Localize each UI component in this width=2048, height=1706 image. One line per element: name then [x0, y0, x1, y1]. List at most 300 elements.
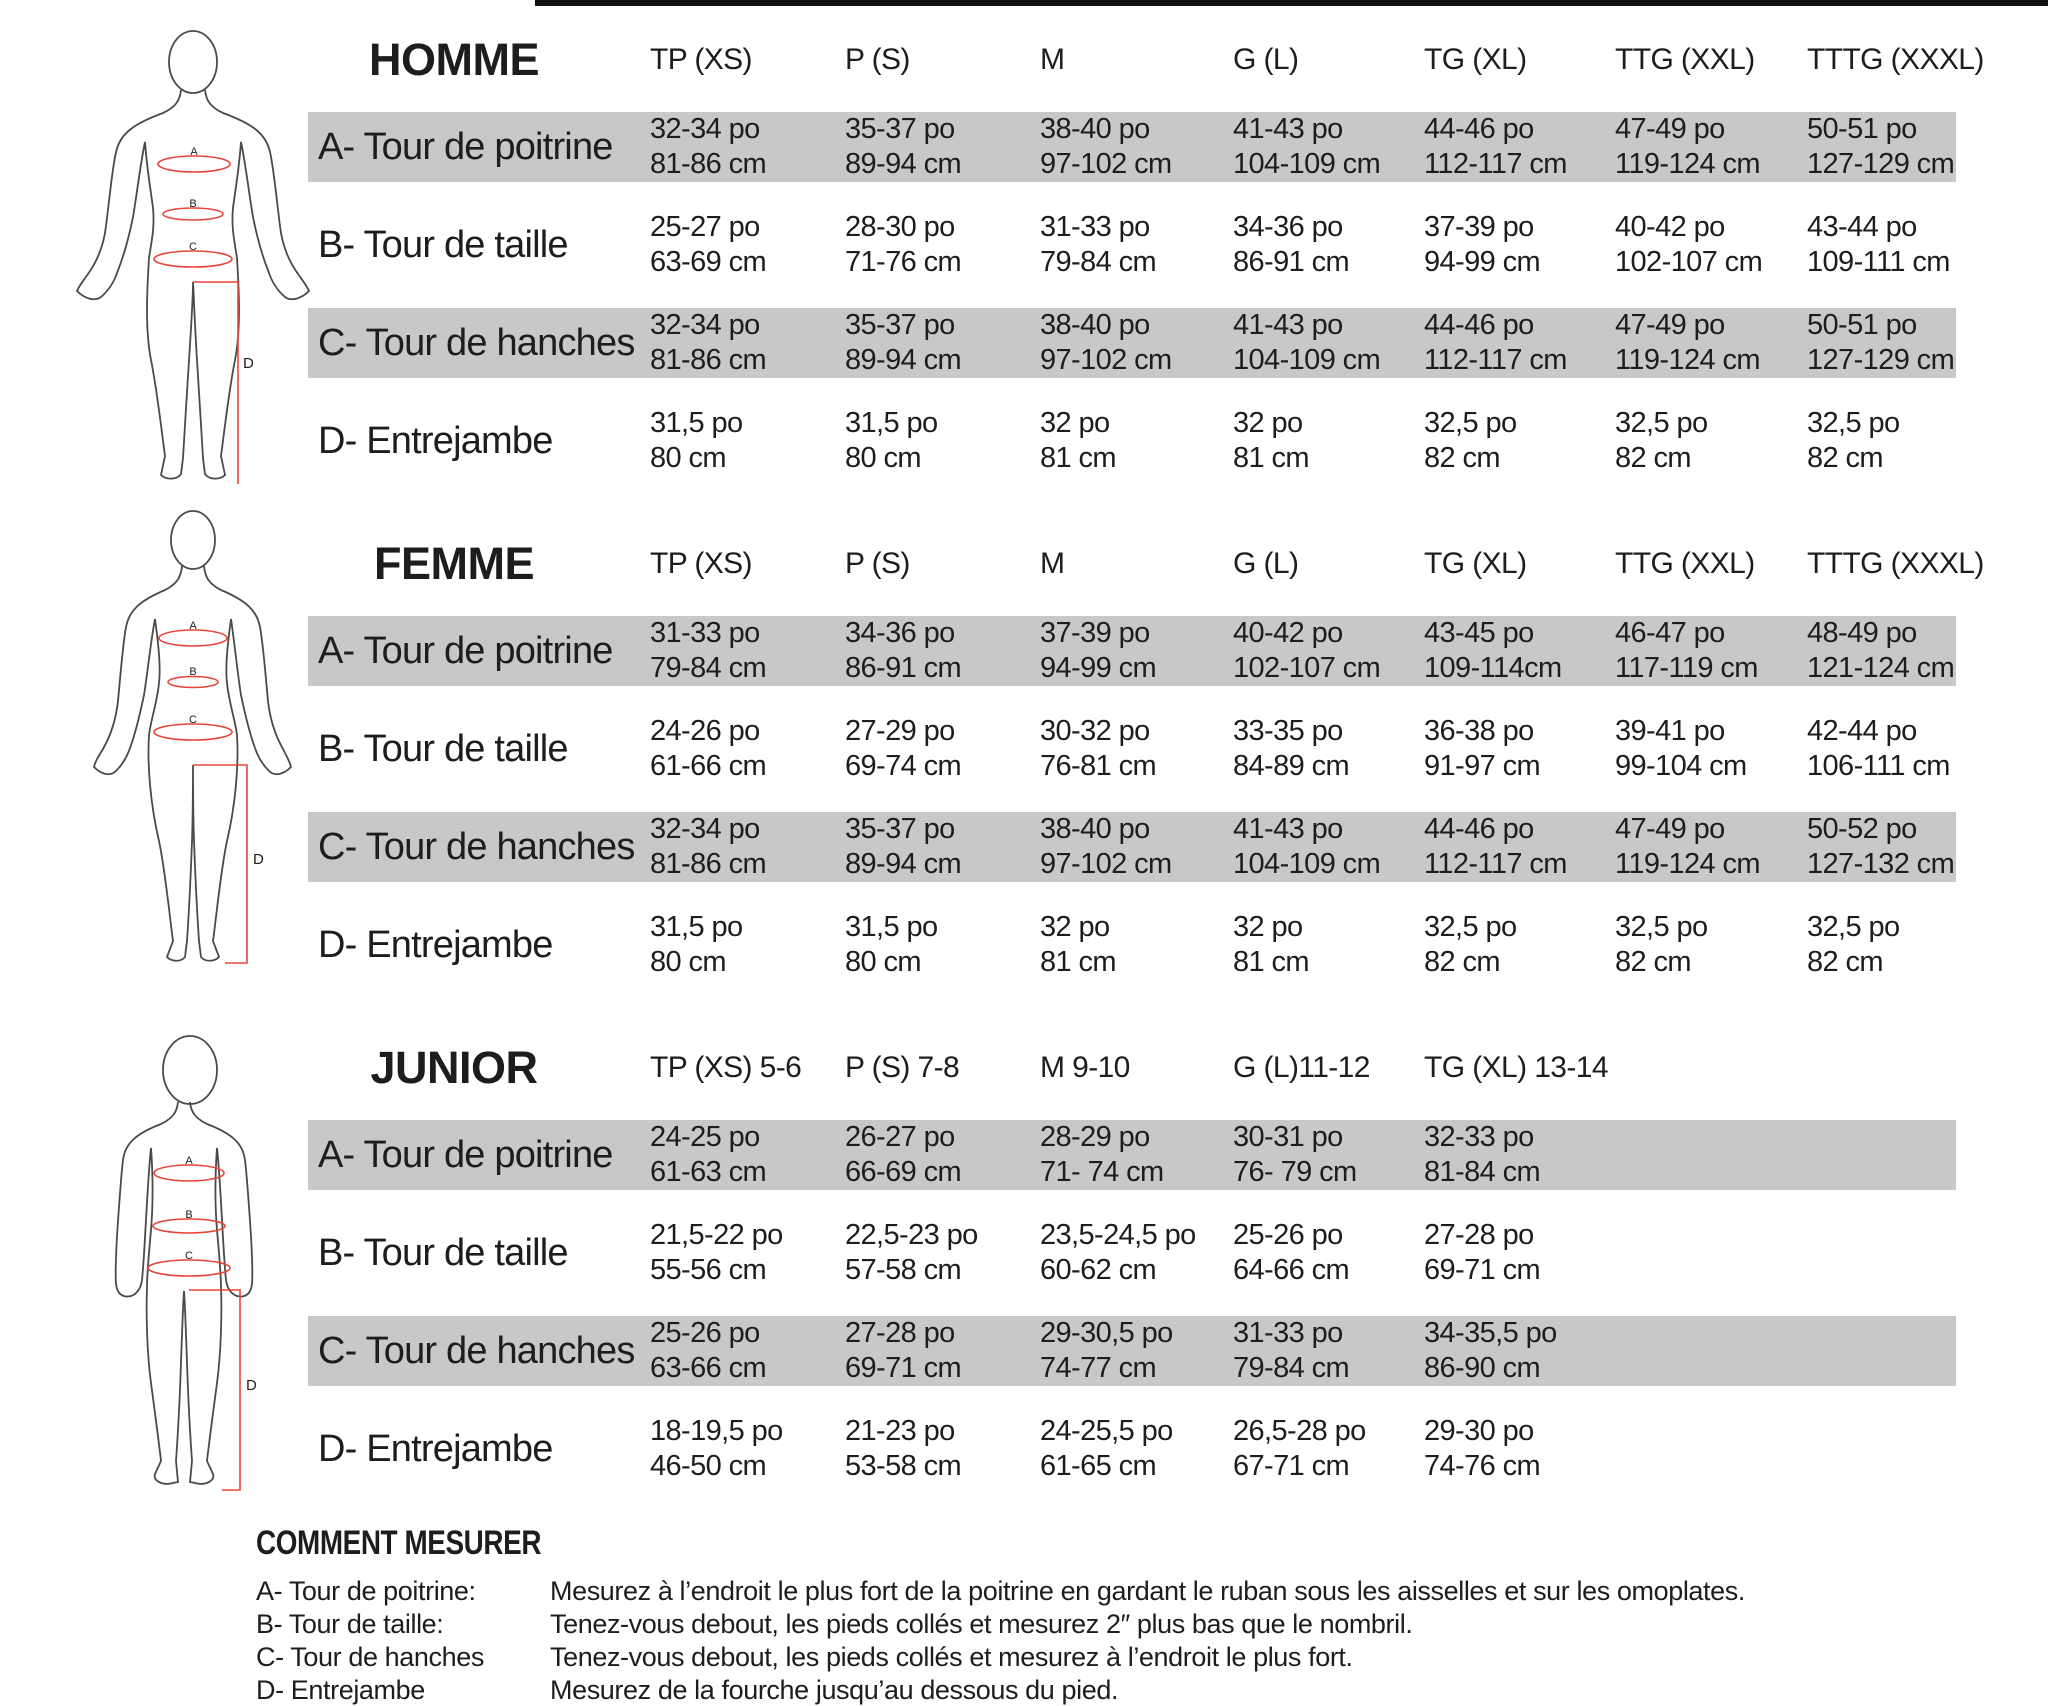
section-title: FEMME — [374, 538, 534, 589]
row-label: C- Tour de hanches — [318, 825, 635, 868]
size-cell — [1040, 714, 1233, 784]
value-inches: 31-33 po — [650, 617, 760, 649]
column-header: M — [1040, 43, 1065, 76]
value-centimeters: 119-124 cm — [1615, 848, 1760, 880]
row-label: B- Tour de taille — [318, 223, 568, 266]
size-cell — [845, 1316, 1040, 1386]
measure-item-label: A- Tour de poitrine: — [256, 1576, 476, 1606]
value-inches: 24-25,5 po — [1040, 1415, 1173, 1447]
value-centimeters: 74-77 cm — [1040, 1352, 1157, 1384]
value-inches: 35-37 po — [845, 113, 955, 145]
size-cell — [845, 616, 1040, 686]
value-inches: 22,5-23 po — [845, 1219, 978, 1251]
label-d: D — [253, 851, 264, 868]
size-cell — [1615, 308, 1807, 378]
measure-item-label: C- Tour de hanches — [256, 1642, 484, 1672]
female-hip-line — [154, 724, 232, 740]
size-cell — [650, 308, 845, 378]
value-centimeters: 80 cm — [845, 946, 921, 978]
value-inches: 46-47 po — [1615, 617, 1725, 649]
value-inches: 27-28 po — [845, 1317, 955, 1349]
size-cell — [845, 1120, 1040, 1190]
value-centimeters: 94-99 cm — [1424, 246, 1541, 278]
junior-chest-line — [154, 1165, 224, 1181]
female-body-outline — [94, 511, 291, 961]
value-inches: 41-43 po — [1233, 813, 1343, 845]
value-inches: 39-41 po — [1615, 715, 1725, 747]
value-inches: 48-49 po — [1807, 617, 1917, 649]
junior-figure-diagram — [82, 1028, 302, 1503]
size-cell — [1040, 112, 1233, 182]
value-inches: 32-33 po — [1424, 1121, 1534, 1153]
size-cell — [845, 714, 1040, 784]
value-inches: 31,5 po — [650, 911, 743, 943]
how-to-measure-items — [256, 1575, 1816, 1706]
column-header: G (L) — [1233, 547, 1299, 580]
size-cell — [1615, 910, 1807, 980]
size-cell — [1040, 616, 1233, 686]
table-row — [308, 1316, 1956, 1386]
size-cell — [1807, 210, 1956, 280]
column-header: G (L)11-12 — [1233, 1051, 1370, 1084]
value-centimeters: 61-66 cm — [650, 750, 767, 782]
value-centimeters: 81-86 cm — [650, 344, 767, 376]
table-header-row — [308, 1042, 1956, 1094]
value-inches: 30-31 po — [1233, 1121, 1343, 1153]
value-inches: 44-46 po — [1424, 309, 1534, 341]
value-centimeters: 81 cm — [1040, 946, 1116, 978]
row-label: B- Tour de taille — [318, 1231, 568, 1274]
value-centimeters: 109-114cm — [1424, 652, 1562, 684]
value-inches: 32,5 po — [1615, 911, 1708, 943]
size-cell — [1040, 406, 1233, 476]
value-centimeters: 63-69 cm — [650, 246, 767, 278]
value-centimeters: 86-91 cm — [1233, 246, 1350, 278]
value-inches: 24-26 po — [650, 715, 760, 747]
junior-inseam-line — [189, 1290, 240, 1490]
value-inches: 18-19,5 po — [650, 1415, 783, 1447]
value-centimeters: 79-84 cm — [1233, 1352, 1350, 1384]
value-inches: 31,5 po — [650, 407, 743, 439]
value-inches: 24-25 po — [650, 1121, 760, 1153]
size-cell — [845, 1414, 1040, 1484]
value-inches: 25-26 po — [650, 1317, 760, 1349]
column-header: TTG (XXL) — [1615, 547, 1755, 580]
column-header: P (S) — [845, 547, 910, 580]
size-cell — [845, 210, 1040, 280]
value-centimeters: 119-124 cm — [1615, 344, 1760, 376]
male-figure-diagram — [72, 28, 316, 488]
value-inches: 30-32 po — [1040, 715, 1150, 747]
value-inches: 42-44 po — [1807, 715, 1917, 747]
table-row — [308, 1218, 1956, 1288]
row-label: A- Tour de poitrine — [318, 125, 613, 168]
column-header: P (S) — [845, 43, 910, 76]
table-row — [308, 910, 1956, 980]
junior-hip-line — [148, 1260, 230, 1276]
female-measure-lines — [154, 630, 247, 963]
value-inches: 41-43 po — [1233, 309, 1343, 341]
size-cell — [1424, 812, 1615, 882]
value-inches: 27-28 po — [1424, 1219, 1534, 1251]
label-c: C — [189, 714, 197, 726]
value-centimeters: 80 cm — [650, 946, 726, 978]
value-inches: 41-43 po — [1233, 113, 1343, 145]
value-inches: 31-33 po — [1233, 1317, 1343, 1349]
size-cell — [1615, 406, 1807, 476]
size-cell — [1233, 210, 1424, 280]
value-inches: 37-39 po — [1424, 211, 1534, 243]
column-header: TP (XS) — [650, 43, 752, 76]
size-cell — [1807, 714, 1956, 784]
value-centimeters: 91-97 cm — [1424, 750, 1541, 782]
value-centimeters: 81-84 cm — [1424, 1156, 1541, 1188]
column-header: M — [1040, 547, 1065, 580]
how-to-measure-section — [256, 1524, 1816, 1706]
table-row — [308, 406, 1956, 476]
value-centimeters: 127-129 cm — [1807, 344, 1955, 376]
value-inches: 35-37 po — [845, 309, 955, 341]
row-label: C- Tour de hanches — [318, 321, 635, 364]
row-label: A- Tour de poitrine — [318, 1133, 613, 1176]
value-centimeters: 109-111 cm — [1807, 246, 1950, 278]
value-centimeters: 53-58 cm — [845, 1450, 962, 1482]
value-inches: 38-40 po — [1040, 309, 1150, 341]
row-label: D- Entrejambe — [318, 419, 553, 462]
value-inches: 32 po — [1040, 407, 1110, 439]
female-inseam-line — [193, 765, 247, 963]
value-inches: 37-39 po — [1040, 617, 1150, 649]
size-cell — [1807, 812, 1956, 882]
table-row — [308, 1414, 1956, 1484]
value-centimeters: 81-86 cm — [650, 148, 767, 180]
value-inches: 50-51 po — [1807, 113, 1917, 145]
value-inches: 43-44 po — [1807, 211, 1917, 243]
female-waist-line — [168, 677, 218, 688]
column-header: TP (XS) 5-6 — [650, 1051, 802, 1084]
value-inches: 31,5 po — [845, 911, 938, 943]
size-cell — [845, 112, 1040, 182]
value-inches: 47-49 po — [1615, 309, 1725, 341]
label-a: A — [190, 146, 198, 158]
size-cell — [1424, 616, 1615, 686]
size-cell — [845, 812, 1040, 882]
label-a: A — [185, 1155, 193, 1167]
value-inches: 35-37 po — [845, 813, 955, 845]
value-inches: 36-38 po — [1424, 715, 1534, 747]
value-inches: 23,5-24,5 po — [1040, 1219, 1196, 1251]
value-centimeters: 82 cm — [1424, 946, 1500, 978]
section-title: JUNIOR — [370, 1042, 538, 1093]
size-cell — [650, 1316, 845, 1386]
how-to-measure-item — [256, 1674, 1816, 1706]
size-cell — [1424, 910, 1615, 980]
value-centimeters: 55-56 cm — [650, 1254, 767, 1286]
size-cell — [1233, 714, 1424, 784]
value-centimeters: 46-50 cm — [650, 1450, 767, 1482]
value-inches: 21-23 po — [845, 1415, 955, 1447]
value-centimeters: 106-111 cm — [1807, 750, 1950, 782]
size-cell — [1424, 1120, 1615, 1190]
size-cell — [1615, 714, 1807, 784]
value-centimeters: 89-94 cm — [845, 148, 962, 180]
how-to-measure-item — [256, 1641, 1816, 1674]
size-cell — [1424, 112, 1615, 182]
column-header: TG (XL) — [1424, 43, 1527, 76]
value-inches: 40-42 po — [1615, 211, 1725, 243]
value-centimeters: 76-81 cm — [1040, 750, 1157, 782]
label-d: D — [246, 1377, 257, 1394]
column-header: TTTG (XXXL) — [1807, 547, 1984, 580]
value-inches: 32,5 po — [1615, 407, 1708, 439]
label-c: C — [185, 1250, 193, 1262]
value-centimeters: 102-107 cm — [1615, 246, 1763, 278]
size-cell — [1040, 1316, 1233, 1386]
size-cell — [1040, 1414, 1233, 1484]
value-inches: 32 po — [1040, 911, 1110, 943]
value-centimeters: 119-124 cm — [1615, 148, 1760, 180]
value-centimeters: 82 cm — [1807, 946, 1883, 978]
row-label: C- Tour de hanches — [318, 1329, 635, 1372]
value-centimeters: 112-117 cm — [1424, 148, 1567, 180]
value-inches: 38-40 po — [1040, 813, 1150, 845]
value-inches: 32 po — [1233, 407, 1303, 439]
label-d: D — [243, 355, 254, 372]
top-rule — [535, 0, 2048, 6]
value-inches: 34-35,5 po — [1424, 1317, 1557, 1349]
size-cell — [1424, 406, 1615, 476]
male-hip-line — [154, 251, 232, 267]
size-cell — [650, 714, 845, 784]
male-measure-labels — [189, 146, 254, 372]
size-cell — [1807, 308, 1956, 378]
value-centimeters: 97-102 cm — [1040, 848, 1172, 880]
female-chest-line — [159, 630, 227, 646]
table-row — [308, 714, 1956, 784]
measure-item-text: Tenez-vous debout, les pieds collés et mesurez 2″ plus bas que le nombril. — [550, 1609, 1413, 1639]
value-centimeters: 71- 74 cm — [1040, 1156, 1164, 1188]
size-cell — [650, 616, 845, 686]
size-cell — [650, 812, 845, 882]
size-cell — [650, 1120, 845, 1190]
size-cell — [1424, 1316, 1615, 1386]
value-centimeters: 60-62 cm — [1040, 1254, 1157, 1286]
value-inches: 34-36 po — [1233, 211, 1343, 243]
size-cell — [650, 1218, 845, 1288]
size-table-junior — [308, 1042, 1956, 1484]
value-centimeters: 112-117 cm — [1424, 848, 1567, 880]
column-header: TTTG (XXXL) — [1807, 43, 1984, 76]
column-header: M 9-10 — [1040, 1051, 1130, 1084]
column-header: P (S) 7-8 — [845, 1051, 960, 1084]
how-to-measure-title: COMMENT MESURER — [256, 1524, 542, 1562]
value-centimeters: 82 cm — [1615, 442, 1691, 474]
table-row — [308, 1120, 1956, 1190]
value-centimeters: 89-94 cm — [845, 848, 962, 880]
value-centimeters: 82 cm — [1807, 442, 1883, 474]
junior-measure-lines — [148, 1165, 240, 1490]
value-inches: 32-34 po — [650, 113, 760, 145]
table-row — [308, 308, 1956, 378]
value-centimeters: 112-117 cm — [1424, 344, 1567, 376]
table-header-row — [308, 34, 1984, 86]
size-cell — [1233, 910, 1424, 980]
size-cell — [1233, 812, 1424, 882]
size-cell — [1424, 210, 1615, 280]
value-centimeters: 97-102 cm — [1040, 148, 1172, 180]
measure-item-label: D- Entrejambe — [256, 1675, 425, 1705]
value-centimeters: 61-65 cm — [1040, 1450, 1157, 1482]
value-centimeters: 99-104 cm — [1615, 750, 1747, 782]
value-inches: 21,5-22 po — [650, 1219, 783, 1251]
value-centimeters: 69-71 cm — [1424, 1254, 1541, 1286]
value-centimeters: 76- 79 cm — [1233, 1156, 1357, 1188]
size-cell — [1040, 210, 1233, 280]
value-centimeters: 80 cm — [650, 442, 726, 474]
column-header: TTG (XXL) — [1615, 43, 1755, 76]
size-cell — [1040, 308, 1233, 378]
measure-item-text: Mesurez de la fourche jusqu’au dessous du pied. — [550, 1675, 1119, 1705]
value-inches: 32-34 po — [650, 813, 760, 845]
size-cell — [1233, 112, 1424, 182]
male-body-outline — [77, 31, 309, 479]
value-centimeters: 69-71 cm — [845, 1352, 962, 1384]
size-cell — [845, 406, 1040, 476]
size-cell — [650, 910, 845, 980]
value-inches: 29-30,5 po — [1040, 1317, 1173, 1349]
value-inches: 43-45 po — [1424, 617, 1534, 649]
table-row — [308, 112, 1956, 182]
size-cell — [1615, 210, 1807, 280]
value-inches: 28-29 po — [1040, 1121, 1150, 1153]
row-label: B- Tour de taille — [318, 727, 568, 770]
value-centimeters: 64-66 cm — [1233, 1254, 1350, 1286]
size-cell — [650, 406, 845, 476]
size-cell — [1040, 812, 1233, 882]
size-cell — [1615, 616, 1807, 686]
size-cell — [1807, 112, 1956, 182]
measure-item-text: Mesurez à l’endroit le plus fort de la poitrine en gardant le ruban sous les aisselles et sur les omoplates. — [550, 1576, 1745, 1606]
value-inches: 50-51 po — [1807, 309, 1917, 341]
value-centimeters: 61-63 cm — [650, 1156, 767, 1188]
column-header: TP (XS) — [650, 547, 752, 580]
value-inches: 25-26 po — [1233, 1219, 1343, 1251]
value-inches: 31-33 po — [1040, 211, 1150, 243]
value-centimeters: 66-69 cm — [845, 1156, 962, 1188]
value-centimeters: 80 cm — [845, 442, 921, 474]
value-inches: 26,5-28 po — [1233, 1415, 1366, 1447]
value-inches: 44-46 po — [1424, 113, 1534, 145]
value-inches: 32-34 po — [650, 309, 760, 341]
value-centimeters: 84-89 cm — [1233, 750, 1350, 782]
value-centimeters: 71-76 cm — [845, 246, 962, 278]
size-cell — [1424, 308, 1615, 378]
value-centimeters: 82 cm — [1424, 442, 1500, 474]
size-table-homme — [308, 34, 1984, 476]
value-inches: 31,5 po — [845, 407, 938, 439]
value-centimeters: 79-84 cm — [650, 652, 767, 684]
value-inches: 33-35 po — [1233, 715, 1343, 747]
label-b: B — [185, 1209, 193, 1221]
label-b: B — [189, 666, 197, 678]
size-tables — [308, 34, 1984, 1546]
size-cell — [1233, 1316, 1424, 1386]
value-centimeters: 79-84 cm — [1040, 246, 1157, 278]
label-b: B — [189, 198, 197, 210]
row-label: D- Entrejambe — [318, 923, 553, 966]
size-cell — [1233, 616, 1424, 686]
value-centimeters: 89-94 cm — [845, 344, 962, 376]
value-inches: 32 po — [1233, 911, 1303, 943]
size-cell — [1424, 1414, 1615, 1484]
size-cell — [1424, 1218, 1615, 1288]
value-inches: 29-30 po — [1424, 1415, 1534, 1447]
value-inches: 38-40 po — [1040, 113, 1150, 145]
junior-waist-line — [153, 1219, 225, 1233]
value-inches: 25-27 po — [650, 211, 760, 243]
size-cell — [1424, 714, 1615, 784]
row-label: A- Tour de poitrine — [318, 629, 613, 672]
size-cell — [1233, 1218, 1424, 1288]
size-cell — [1615, 812, 1807, 882]
how-to-measure-item — [256, 1575, 1816, 1608]
value-centimeters: 121-124 cm — [1807, 652, 1955, 684]
size-cell — [650, 112, 845, 182]
size-cell — [1807, 616, 1956, 686]
measure-item-label: B- Tour de taille: — [256, 1609, 444, 1639]
size-cell — [1040, 1218, 1233, 1288]
size-cell — [650, 210, 845, 280]
size-cell — [1233, 406, 1424, 476]
value-inches: 50-52 po — [1807, 813, 1917, 845]
value-inches: 28-30 po — [845, 211, 955, 243]
value-centimeters: 127-129 cm — [1807, 148, 1955, 180]
value-inches: 32,5 po — [1424, 407, 1517, 439]
size-cell — [1807, 406, 1956, 476]
value-centimeters: 86-90 cm — [1424, 1352, 1541, 1384]
value-centimeters: 63-66 cm — [650, 1352, 767, 1384]
size-cell — [1233, 308, 1424, 378]
male-chest-line — [158, 156, 230, 172]
measure-item-text: Tenez-vous debout, les pieds collés et mesurez à l’endroit le plus fort. — [550, 1642, 1353, 1672]
value-inches: 32,5 po — [1807, 911, 1900, 943]
value-centimeters: 81 cm — [1233, 442, 1309, 474]
size-cell — [1040, 910, 1233, 980]
table-row — [308, 812, 1956, 882]
value-inches: 40-42 po — [1233, 617, 1343, 649]
value-centimeters: 69-74 cm — [845, 750, 962, 782]
value-inches: 34-36 po — [845, 617, 955, 649]
table-row — [308, 210, 1956, 280]
value-centimeters: 67-71 cm — [1233, 1450, 1350, 1482]
value-centimeters: 127-132 cm — [1807, 848, 1955, 880]
label-a: A — [189, 620, 197, 632]
table-row — [308, 616, 1956, 686]
value-inches: 47-49 po — [1615, 813, 1725, 845]
value-centimeters: 81 cm — [1040, 442, 1116, 474]
value-centimeters: 81 cm — [1233, 946, 1309, 978]
size-cell — [1807, 910, 1956, 980]
size-cell — [1040, 1120, 1233, 1190]
size-cell — [1615, 112, 1807, 182]
value-centimeters: 104-109 cm — [1233, 848, 1381, 880]
how-to-measure-item — [256, 1608, 1816, 1641]
size-table-femme — [308, 538, 1984, 980]
size-cell — [1233, 1414, 1424, 1484]
value-centimeters: 102-107 cm — [1233, 652, 1381, 684]
value-centimeters: 82 cm — [1615, 946, 1691, 978]
value-centimeters: 117-119 cm — [1615, 652, 1758, 684]
